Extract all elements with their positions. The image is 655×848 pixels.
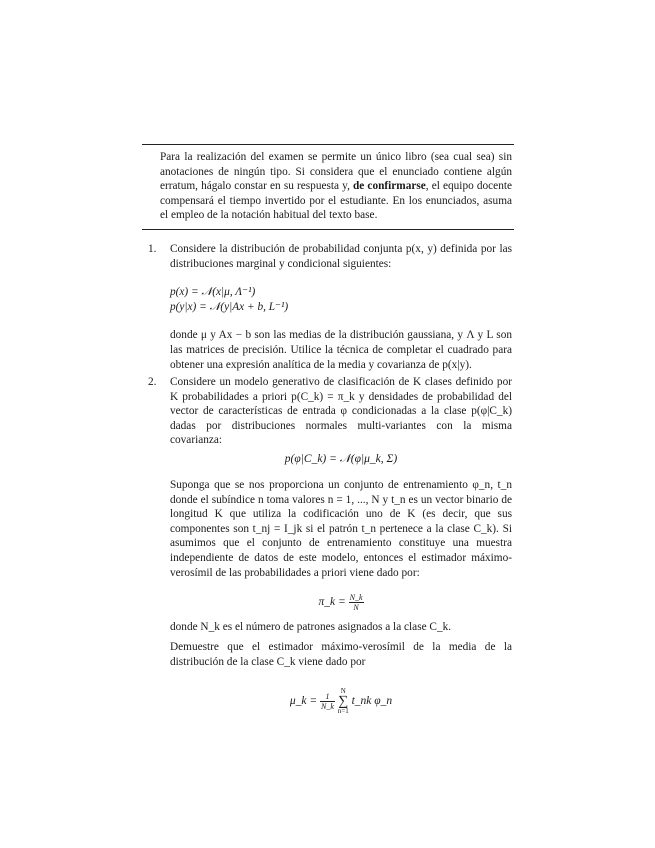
prior-fraction	[349, 593, 364, 612]
question-2-para4: Demuestre que el estimador máximo-verosímil de la media de la distribución de la clase C_k viene dado por	[170, 641, 512, 668]
sum-upper: N	[340, 687, 346, 695]
prior-estimator-equation	[170, 593, 512, 612]
summation	[338, 688, 349, 715]
question-1	[148, 242, 512, 372]
top-rule	[142, 144, 514, 145]
notice-text-after: , el equipo docente compensará el tiempo invertido por el estudiante. En los enunciados, asuma el empleo de la notación habitual del texto base.	[160, 180, 512, 222]
conditional-equation: p(y|x) = 𝒩(y|Ax + b, L⁻¹)	[170, 300, 289, 313]
sum-lower: n=1	[337, 707, 349, 715]
prior-denominator: N	[353, 603, 359, 612]
mean-right: t_nk φ_n	[351, 695, 393, 708]
notice-text-before: Para la realización del examen se permite un único libro (sea cual sea) sin anotaciones de ningún tipo. Si considera que el enunciado contiene algún erratum, hágalo constar en su respuesta y,	[160, 151, 512, 193]
mean-estimator-equation	[170, 688, 512, 715]
mean-numerator: 1	[320, 692, 335, 702]
question-2-intro: Considere un modelo generativo de clasificación de K clases definido por K probabilidades a priori p(C_k) = π_k y densidades de probabilidad del vector de características de entrada φ condicionadas a la clase p(φ|C_k) dadas por distribuciones normales multi-variantes con la misma covarianza:	[170, 376, 512, 447]
question-2-number: 2.	[148, 376, 157, 388]
question-2-nk-def	[170, 620, 512, 635]
marginal-equation: p(x) = 𝒩(x|μ, Λ⁻¹)	[170, 286, 256, 299]
exam-notice	[160, 150, 512, 223]
class-conditional-equation: p(φ|C_k) = 𝒩(φ|μ_k, Σ)	[284, 453, 398, 465]
question-2	[148, 375, 512, 448]
question-1-number: 1.	[148, 243, 157, 255]
question-2-training-set	[170, 478, 512, 580]
bottom-rule	[142, 229, 514, 230]
prior-numerator: N_k	[349, 593, 363, 602]
prior-left: π_k =	[318, 596, 346, 609]
mean-fraction	[320, 692, 335, 711]
question-2-para2: Suponga que se nos proporciona un conjunto de entrenamiento φ_n, t_n donde el subíndice n toma valores n = 1, ..., N y t_n es un vector binario de longitud K que utiliza la codificación uno de K (es decir, que sus componentes son t_nj = I_jk si el patrón t_n pertenece a la clase C_k). Si asumimos que el conjunto de entrenamiento constituye una muestra independiente de datos de este modelo, entonces el estimador máximo-verosímil de las probabilidades a priori viene dado por:	[170, 479, 512, 579]
question-1-equations	[170, 285, 512, 314]
notice-emphasis: de confirmarse	[353, 180, 426, 193]
question-2-demonstrate	[170, 640, 512, 669]
question-2-para3: donde N_k es el número de patrones asignados a la clase C_k.	[170, 621, 452, 633]
question-1-body: donde μ y Ax − b son las medias de la distribución gaussiana, y Λ y L son las matrices de precisión. Utilice la técnica de completar el cuadrado para obtener una expresión analítica de la media y covarianza de p(x|y).	[170, 329, 512, 371]
question-1-intro: Considere la distribución de probabilidad conjunta p(x, y) definida por las distribuciones marginal y condicional siguientes:	[170, 243, 512, 270]
sigma-icon: ∑	[338, 694, 349, 709]
mean-denominator: N_k	[321, 702, 334, 711]
mean-left: μ_k =	[289, 695, 318, 708]
